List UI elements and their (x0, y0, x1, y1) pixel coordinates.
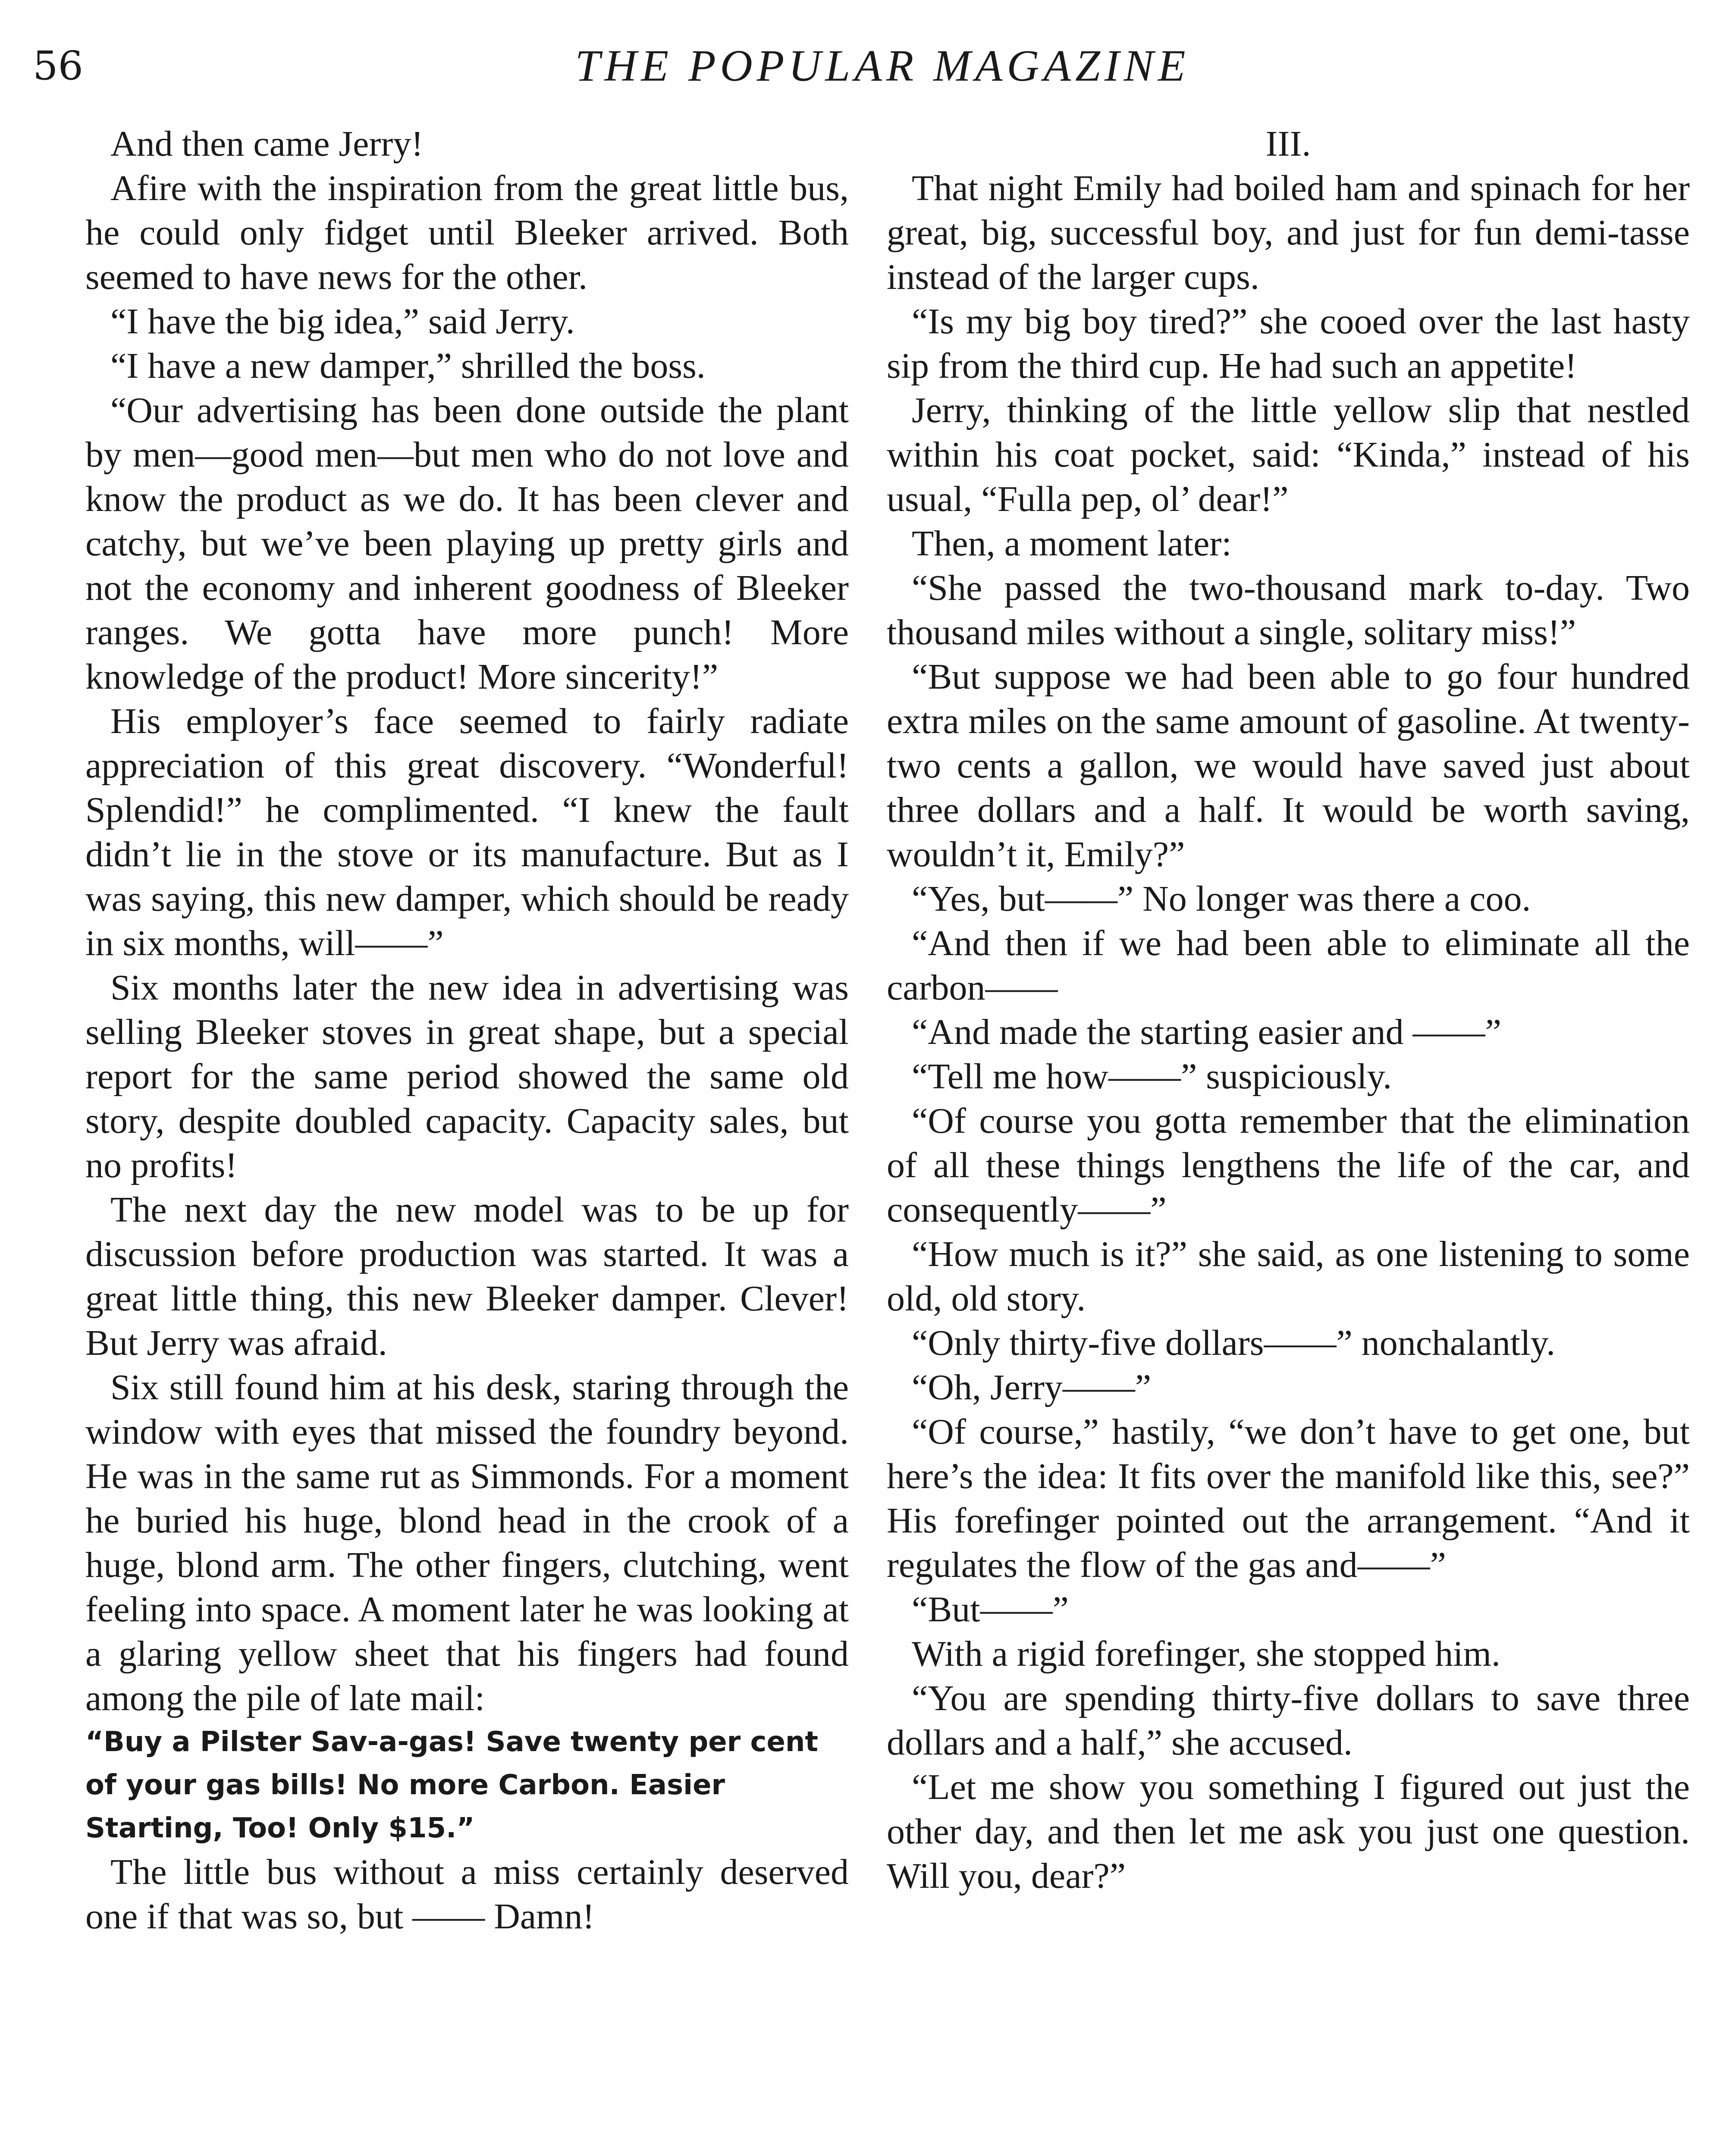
paragraph: “Of course,” hastily, “we don’t have to get one, but here’s the idea: It fits over the manifold like this, see?” His forefinger pointed out the arrangement. “And it regulates the flow of the gas and——” (887, 1412, 1690, 1585)
paragraph: The next day the new model was to be up for discussion before production was started. It was a great little thing, this new Bleeker damper. Clever! But Jerry was afraid. (85, 1190, 849, 1363)
paragraph: Six months later the new idea in advertising was selling Bleeker stoves in great shape, but a special report for the same period showed the same old story, despite doubled capacity. Capacity sales, but no profits! (85, 968, 849, 1185)
paragraph: “You are spending thirty-five dollars to save three dollars and a half,” she accused. (887, 1678, 1690, 1763)
page-number: 56 (33, 43, 84, 89)
paragraph: With a rigid forefinger, she stopped him. (912, 1634, 1500, 1674)
left-text-column (85, 122, 849, 2156)
paragraph: “And then if we had been able to eliminate all the carbon—— (887, 923, 1690, 1008)
paragraph: The little bus without a miss certainly deserved one if that was so, but —— Damn! (85, 1852, 849, 1937)
page-header (33, 34, 1693, 98)
paragraph: “Oh, Jerry——” (912, 1367, 1152, 1407)
paragraph: “Our advertising has been done outside the plant by men—good men—but men who do not love and know the product as we do. It has been clever and catchy, but we’ve been playing up pretty girls and not the economy and inherent goodness of Bleeker ranges. We gotta have more punch! More knowledge of the product! More sincerity!” (85, 390, 849, 697)
paragraph: Afire with the inspiration from the great little bus, he could only fidget until Bleeker arrived. Both seemed to have news for the other. (85, 168, 849, 297)
paragraph: “Only thirty-five dollars——” nonchalantly. (912, 1323, 1556, 1363)
paragraph: Jerry, thinking of the little yellow slip that nestled within his coat pocket, said: “Kinda,” instead of his usual, “Fulla pep, ol’ dear!” (887, 390, 1690, 519)
paragraph: Then, a moment later: (912, 523, 1232, 564)
paragraph: And then came Jerry! (110, 124, 424, 164)
paragraph: “And made the starting easier and ——” (912, 1012, 1501, 1052)
paragraph: “Yes, but——” No longer was there a coo. (912, 879, 1531, 919)
right-text-column (887, 122, 1690, 2156)
running-title: THE POPULAR MAGAZINE (575, 41, 1190, 91)
paragraph: “But——” (912, 1589, 1069, 1630)
paragraph: “Tell me how——” suspiciously. (912, 1056, 1392, 1097)
paragraph: “I have the big idea,” said Jerry. (110, 301, 575, 342)
paragraph: “I have a new damper,” shrilled the boss. (110, 346, 706, 386)
paragraph: “How much is it?” she said, as one listening to some old, old story. (887, 1234, 1690, 1319)
paragraph: His employer’s face seemed to fairly radiate appreciation of this great discovery. “Wonderful! Splendid!” he complimented. “I knew the fault didn’t lie in the stove or its manufacture. But as I was saying, this new damper, which should be ready in six months, will——” (85, 701, 849, 963)
section-heading: III. (1265, 124, 1311, 164)
paragraph: “Is my big boy tired?” she cooed over the last hasty sip from the third cup. He had such an appetite! (887, 301, 1690, 386)
paragraph: Six still found him at his desk, staring through the window with eyes that missed the foundry beyond. He was in the same rut as Simmonds. For a moment he buried his huge, blond head in the crook of a huge, blond arm. The other fingers, clutching, went feeling into space. A moment later he was looking at a glaring yellow sheet that his fingers had found among the pile of late mail: (85, 1367, 849, 1718)
paragraph: “She passed the two-thousand mark to-day. Two thousand miles without a single, solitary miss!” (887, 568, 1690, 652)
paragraph: “Of course you gotta remember that the elimination of all these things lengthens the life of the car, and consequently——” (887, 1101, 1690, 1230)
advertisement-quote: “Buy a Pilster Sav-a-gas! Save twenty per cent of your gas bills! No more Carbon. Easier Starting, Too! Only $15.” (85, 1726, 818, 1844)
paragraph: That night Emily had boiled ham and spinach for her great, big, successful boy, and just for fun demi-tasse instead of the larger cups. (887, 168, 1690, 297)
paragraph: “Let me show you something I figured out just the other day, and then let me ask you just one question. Will you, dear?” (887, 1767, 1690, 1896)
paragraph: “But suppose we had been able to go four hundred extra miles on the same amount of gasoline. At twenty-two cents a gallon, we would have saved just about three dollars and a half. It would be worth saving, wouldn’t it, Emily?” (887, 657, 1690, 874)
